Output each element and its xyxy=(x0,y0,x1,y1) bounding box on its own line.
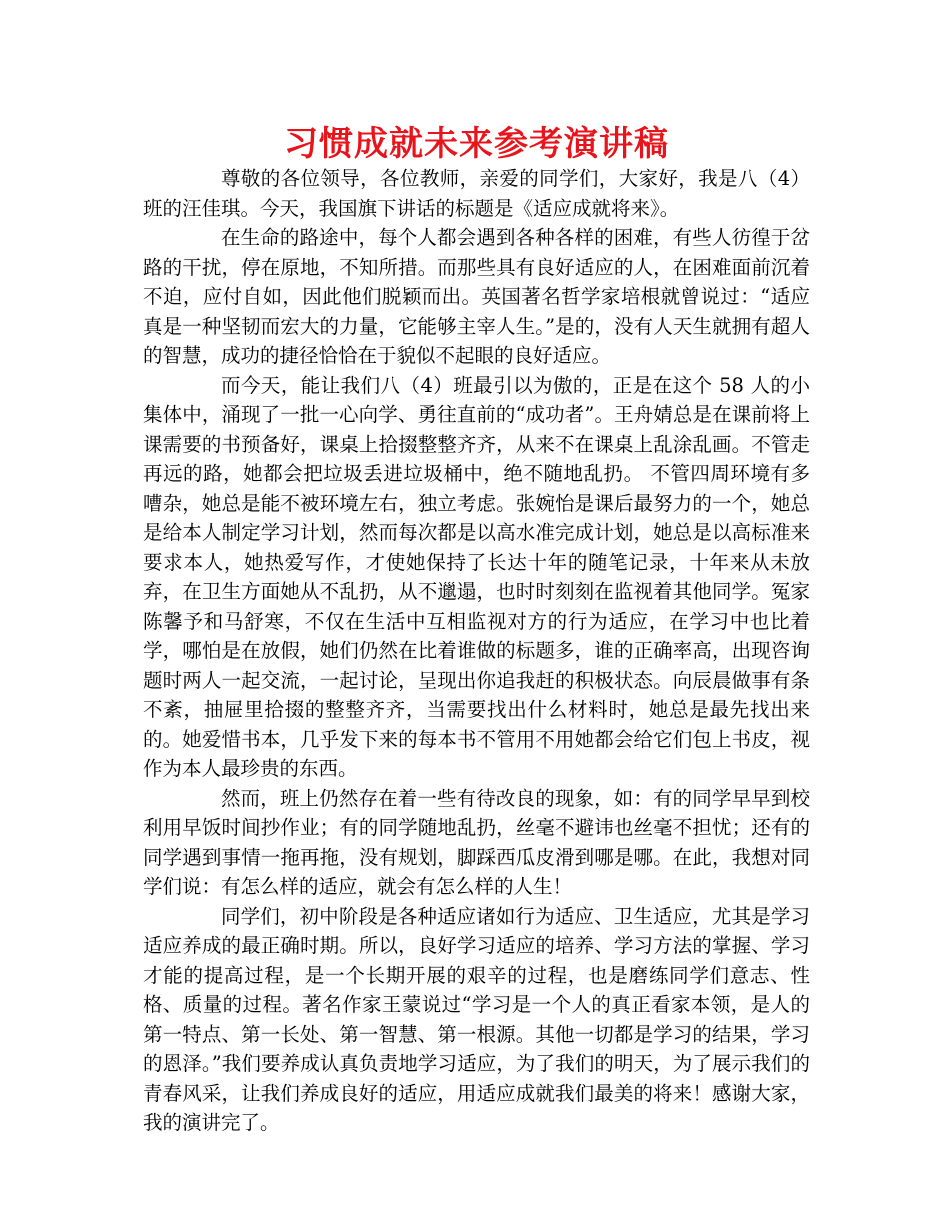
paragraph-class-examples: 而今天，能让我们八（4）班最引以为傲的，正是在这个 58 人的小集体中，涌现了一批一心向学、勇往直前的“成功者”。王舟婧总是在课前将上课需要的书预备好，课桌上拾掇整整齐齐，从来不在课桌上乱涂乱画。不管走再远的路，她都会把垃圾丢进垃圾桶中，绝不随地乱扔。 不管四周环境有多嘈杂，她总是能不被环境左右，独立考虑。张婉怡是课后最努力的一个，她总是给本人制定学习计划，然而每次都是以高水准完成计划，她总是以高标准来要求本人，她热爱写作，才使她保持了长达十年的随笔记录，十年来从未放弃，在卫生方面她从不乱扔，从不邋遢，也时时刻刻在监视着其他同学。冤家陈馨予和马舒寒，不仅在生活中互相监视对方的行为适应，在学习中也比着学，哪怕是在放假，她们仍然在比着谁做的标题多，谁的正确率高，出现咨询题时两人一起交流，一起讨论，呈现出你追我赶的积极状态。向辰晨做事有条不紊，抽屉里拾掇的整整齐齐，当需要找出什么材料时，她总是最先找出来的。她爱惜书本，几乎发下来的每本书不管用不用她都会给它们包上书皮，视作为本人最珍贵的东西。 xyxy=(143,373,810,780)
paragraph-problems: 然而，班上仍然存在着一些有待改良的现象，如：有的同学早早到校利用早饭时间抄作业；有的同学随地乱扔，丝毫不避讳也丝毫不担忧；还有的同学遇到事情一拖再拖，没有规划，脚踩西瓜皮滑到哪是哪。在此，我想对同学们说：有怎么样的适应，就会有怎么样的人生！ xyxy=(143,786,810,898)
document-body xyxy=(143,164,810,1138)
paragraph-greeting: 尊敬的各位领导，各位教师，亲爱的同学们，大家好，我是八（4）班的汪佳琪。今天，我国旗下讲话的标题是《适应成就将来》。 xyxy=(143,167,810,220)
paragraph-habit-power: 在生命的路途中，每个人都会遇到各种各样的困难，有些人彷徨于岔路的干扰，停在原地，不知所措。而那些具有良好适应的人，在困难面前沉着不迫，应付自如，因此他们脱颖而出。英国著名哲学家培根就曾说过：“适应真是一种坚韧而宏大的力量，它能够主宰人生。”是的，没有人天生就拥有超人的智慧，成功的捷径恰恰在于貌似不起眼的良好适应。 xyxy=(143,226,810,367)
paragraph-conclusion: 同学们，初中阶段是各种适应诸如行为适应、卫生适应，尤其是学习适应养成的最正确时期。所以，良好学习适应的培养、学习方法的掌握、学习才能的提高过程，是一个长期开展的艰辛的过程，也是磨练同学们意志、性格、质量的过程。著名作家王蒙说过“学习是一个人的真正看家本领，是人的第一特点、第一长处、第一智慧、第一根源。其他一切都是学习的结果，学习的恩泽。”我们要养成认真负责地学习适应，为了我们的明天，为了展示我们的青春风采，让我们养成良好的适应，用适应成就我们最美的将来！感谢大家，我的演讲完了。 xyxy=(143,904,810,1134)
page-title: 习惯成就未来参考演讲稿 xyxy=(284,124,669,164)
